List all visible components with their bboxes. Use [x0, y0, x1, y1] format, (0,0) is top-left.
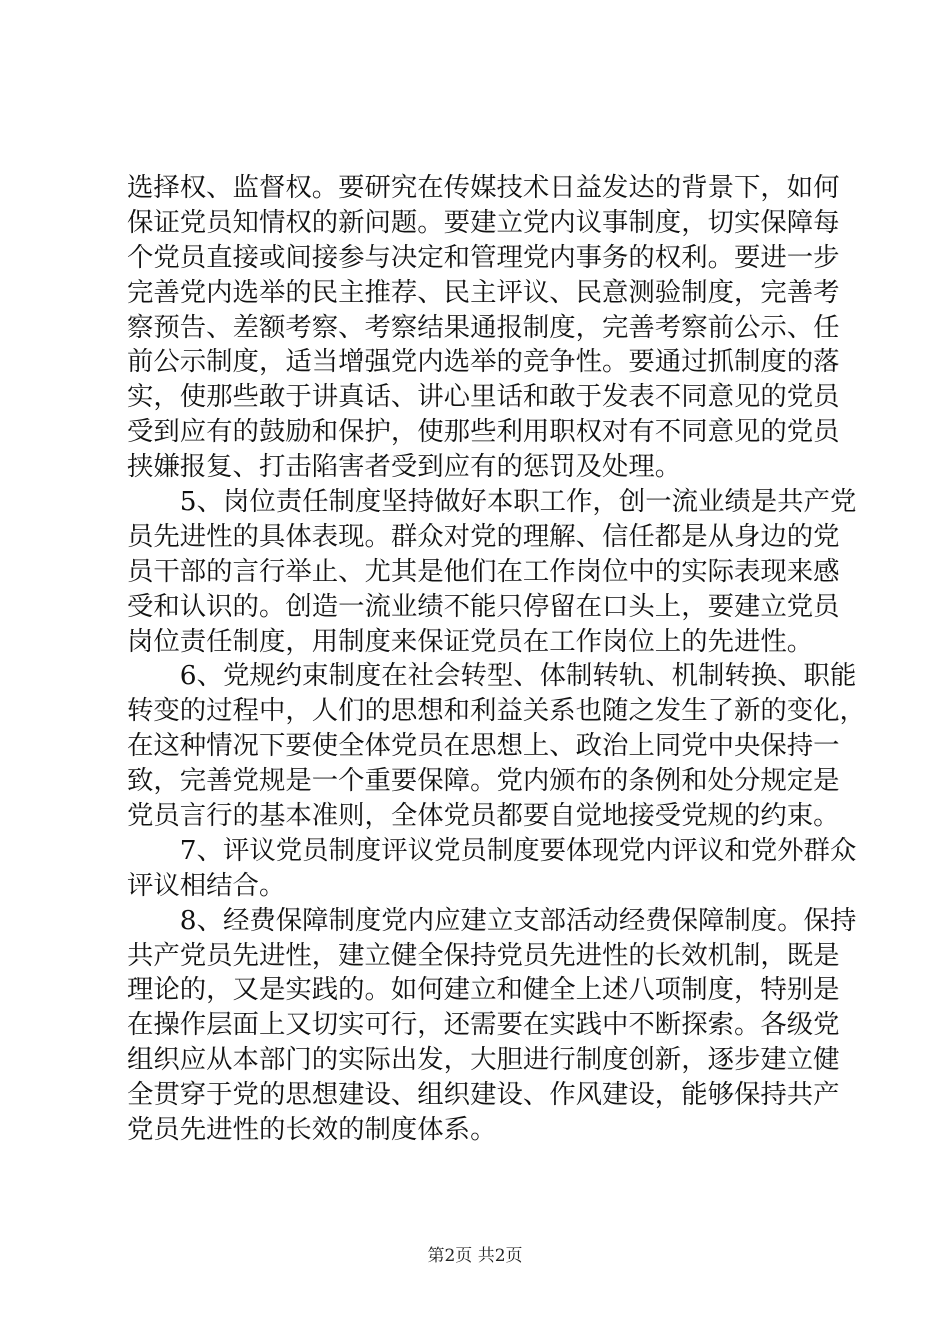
text-line: 完善党内选举的民主推荐、民主评议、民意测验制度，完善考	[127, 276, 840, 308]
text-line: 前公示制度，适当增强党内选举的竞争性。要通过抓制度的落	[127, 346, 840, 378]
text-line: 在这种情况下要使全体党员在思想上、政治上同党中央保持一	[127, 730, 840, 762]
text-line: 理论的，又是实践的。如何建立和健全上述八项制度，特别是	[127, 974, 840, 1006]
text-line: 个党员直接或间接参与决定和管理党内事务的权利。要进一步	[127, 241, 840, 273]
text-line: 选择权、监督权。要研究在传媒技术日益发达的背景下，如何	[127, 172, 840, 203]
text-line: 评议相结合。	[127, 869, 286, 901]
text-line: 岗位责任制度，用制度来保证党员在工作岗位上的先进性。	[127, 625, 814, 657]
text-line: 党员先进性的长效的制度体系。	[127, 1114, 497, 1146]
section-8-start-line: 8、经费保障制度党内应建立支部活动经费保障制度。保持	[127, 904, 857, 936]
text-line: 员先进性的具体表现。群众对党的理解、信任都是从身边的党	[127, 520, 840, 552]
section-5-start-line: 5、岗位责任制度坚持做好本职工作，创一流业绩是共产党	[127, 486, 857, 518]
section-6-start-line: 6、党规约束制度在社会转型、体制转轨、机制转换、职能	[127, 660, 857, 692]
text-line: 员干部的言行举止、尤其是他们在工作岗位中的实际表现来感	[127, 555, 840, 587]
text-line: 致，完善党规是一个重要保障。党内颁布的条例和处分规定是	[127, 765, 840, 797]
text-line: 挟嫌报复、打击陷害者受到应有的惩罚及处理。	[127, 451, 682, 483]
text-line: 全贯穿于党的思想建设、组织建设、作风建设，能够保持共产	[127, 1079, 840, 1111]
document-body	[127, 171, 866, 1148]
text-line: 保证党员知情权的新问题。要建立党内议事制度，切实保障每	[127, 206, 840, 238]
text-line: 受到应有的鼓励和保护，使那些利用职权对有不同意见的党员	[127, 416, 840, 448]
text-line: 组织应从本部门的实际出发，大胆进行制度创新，逐步建立健	[127, 1044, 840, 1076]
text-line: 受和认识的。创造一流业绩不能只停留在口头上，要建立党员	[127, 590, 840, 622]
text-line: 察预告、差额考察、考察结果通报制度，完善考察前公示、任	[127, 311, 840, 343]
page-number-footer: 第2页 共2页	[427, 1246, 523, 1266]
text-line: 在操作层面上又切实可行，还需要在实践中不断探索。各级党	[127, 1009, 840, 1041]
text-line: 实，使那些敢于讲真话、讲心里话和敢于发表不同意见的党员	[127, 381, 840, 413]
section-7-start-line: 7、评议党员制度评议党员制度要体现党内评议和党外群众	[127, 834, 857, 866]
text-line: 党员言行的基本准则，全体党员都要自觉地接受党规的约束。	[127, 800, 840, 832]
text-line: 转变的过程中，人们的思想和利益关系也随之发生了新的变化，	[127, 695, 866, 727]
text-line: 共产党员先进性，建立健全保持党员先进性的长效机制，既是	[127, 939, 840, 971]
